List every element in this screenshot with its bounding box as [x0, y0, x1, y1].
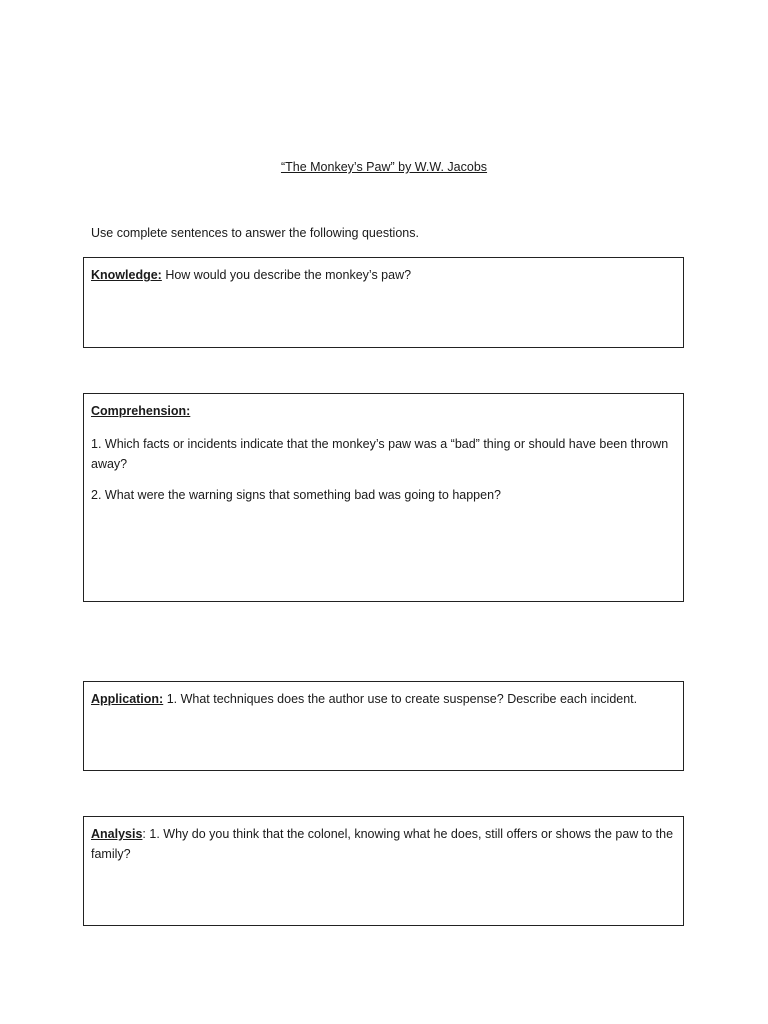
comprehension-answer-box[interactable]: [83, 393, 684, 602]
application-label: Application:: [91, 692, 164, 706]
analysis-question-text: : 1. Why do you think that the colonel, knowing what he does, still offers or shows the paw to the family?: [91, 827, 674, 861]
knowledge-question-text: How would you describe the monkey’s paw?: [161, 268, 412, 282]
analysis-answer-box[interactable]: [83, 816, 684, 926]
comprehension-heading: [91, 401, 676, 421]
knowledge-label: Knowledge:: [91, 268, 162, 282]
analysis-label: Analysis: [91, 827, 143, 841]
comprehension-question-2: 2. What were the warning signs that something bad was going to happen?: [91, 488, 501, 502]
comprehension-question-1: 1. Which facts or incidents indicate that the monkey’s paw was a “bad” thing or should have been thrown away?: [91, 437, 669, 471]
application-question-text: 1. What techniques does the author use to create suspense? Describe each incident.: [163, 692, 638, 706]
application-answer-box[interactable]: [83, 681, 684, 771]
document-title: “The Monkey’s Paw” by W.W. Jacobs: [280, 160, 488, 174]
knowledge-question: [91, 265, 676, 285]
application-question: [91, 689, 676, 709]
instructions: Use complete sentences to answer the following questions.: [91, 226, 419, 240]
analysis-question: [91, 824, 676, 864]
comprehension-label: Comprehension:: [91, 404, 191, 418]
knowledge-answer-box[interactable]: [83, 257, 684, 348]
